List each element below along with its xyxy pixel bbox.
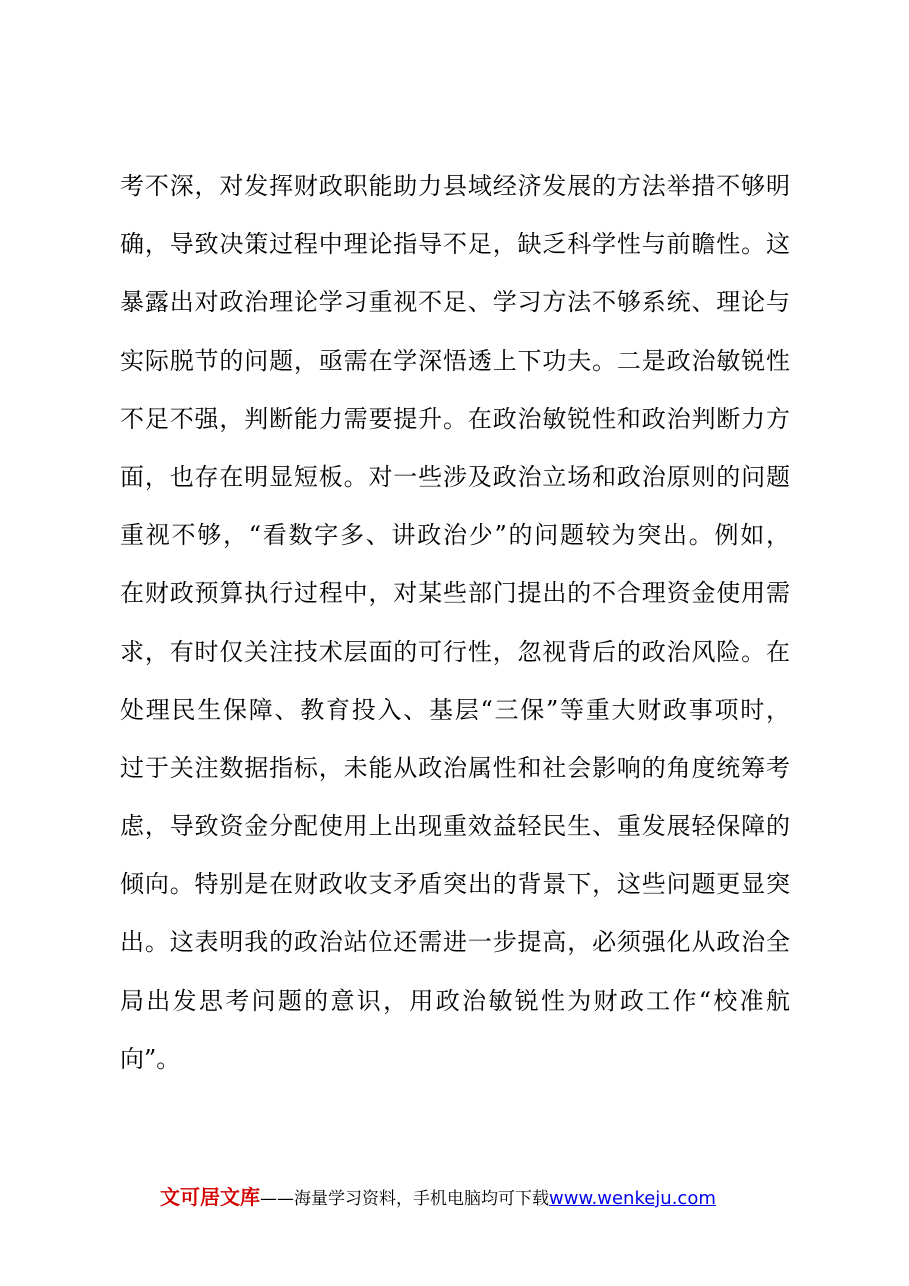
footer-website-link[interactable]: www.wenkeju.com	[549, 1188, 716, 1209]
text-line: 在财政预算执行过程中，对某些部门提出的不合理资金使用需	[120, 579, 790, 608]
text-line: 向”。	[120, 1044, 181, 1073]
text-line: 面，也存在明显短板。对一些涉及政治立场和政治原则的问题	[120, 462, 790, 491]
text-line: 出。这表明我的政治站位还需进一步提高，必须强化从政治全	[120, 928, 790, 957]
text-line: 处理民生保障、教育投入、基层“三保”等重大财政事项时，	[120, 695, 790, 724]
footer-brand: 文可居文库	[160, 1185, 260, 1209]
text-line: 暴露出对政治理论学习重视不足、学习方法不够系统、理论与	[120, 288, 790, 317]
footer-banner	[160, 1182, 780, 1212]
text-line: 重视不够，“看数字多、讲政治少”的问题较为突出。例如，	[120, 521, 790, 550]
text-line: 求，有时仅关注技术层面的可行性，忽视背后的政治风险。在	[120, 637, 790, 666]
body-paragraph	[120, 166, 790, 1097]
text-line: 虑，导致资金分配使用上出现重效益轻民生、重发展轻保障的	[120, 812, 790, 841]
text-line: 不足不强，判断能力需要提升。在政治敏锐性和政治判断力方	[120, 404, 790, 433]
text-line: 确，导致决策过程中理论指导不足，缺乏科学性与前瞻性。这	[120, 230, 790, 259]
text-line: 过于关注数据指标，未能从政治属性和社会影响的角度统筹考	[120, 753, 790, 782]
text-line: 局出发思考问题的意识，用政治敏锐性为财政工作“校准航	[120, 986, 790, 1015]
text-line: 考不深，对发挥财政职能助力县域经济发展的方法举措不够明	[120, 172, 790, 200]
text-line: 倾向。特别是在财政收支矛盾突出的背景下，这些问题更显突	[120, 870, 790, 899]
text-line: 实际脱节的问题，亟需在学深悟透上下功夫。二是政治敏锐性	[120, 346, 790, 375]
footer-tagline: ——海量学习资料，手机电脑均可下载	[260, 1189, 549, 1209]
